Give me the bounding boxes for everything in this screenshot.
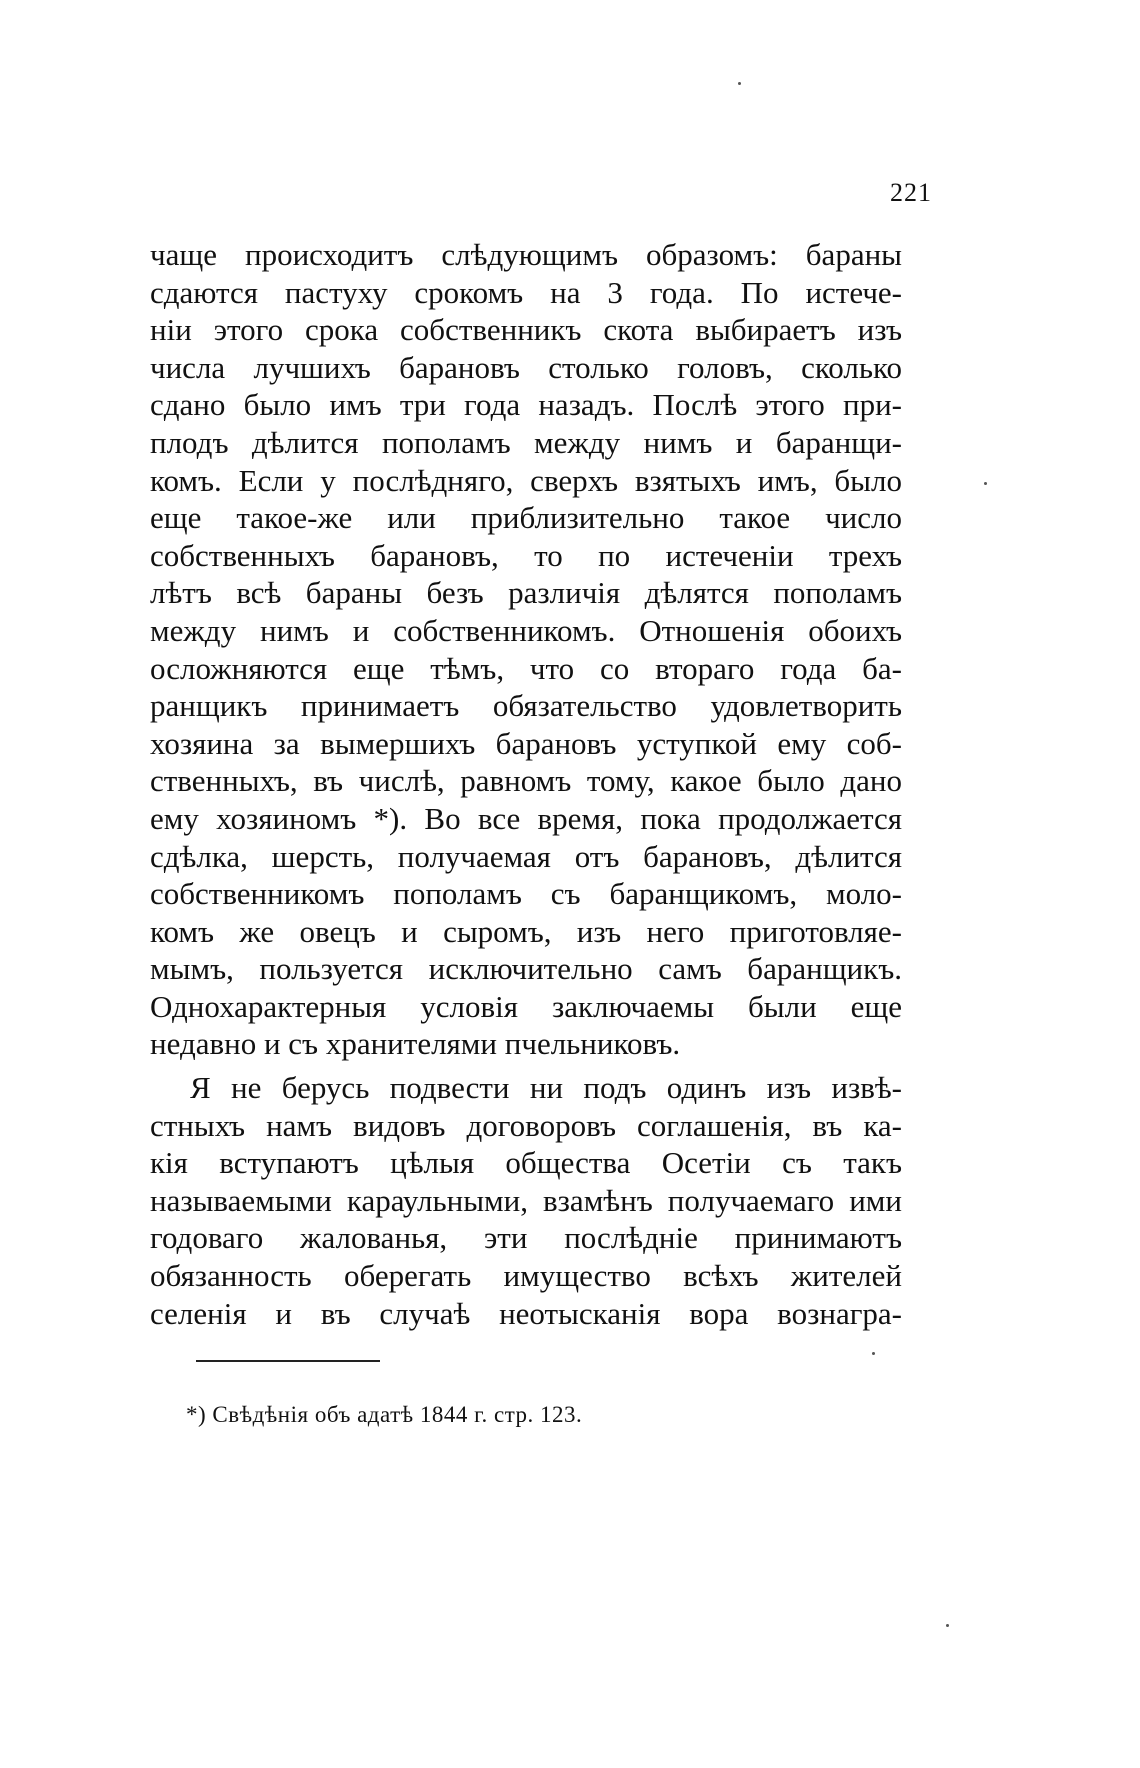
footnote: *) Свѣдѣнiя объ адатѣ 1844 г. стр. 123. (186, 1402, 583, 1427)
text-line: хозяина за вымершихъ барановъ уступкой ему соб- (150, 725, 902, 761)
body-text (150, 236, 902, 1332)
text-line: годоваго жалованья, эти послѣднiе принимаютъ (150, 1220, 902, 1256)
text-line: нiи этого срока собственникъ скота выбираетъ изъ (150, 312, 902, 348)
text-line: кiя вступаютъ цѣлыя общества Осетiи съ такъ (150, 1145, 902, 1181)
text-line: мымъ, пользуется исключительно самъ баранщикъ. (150, 951, 902, 987)
text-line: чаще происходитъ слѣдующимъ образомъ: бараны (150, 237, 902, 272)
paragraph (150, 1069, 902, 1332)
text-line: ему хозяиномъ *). Во все время, пока продолжается (150, 800, 902, 836)
scan-speck (984, 482, 987, 485)
text-line: лѣтъ всѣ бараны безъ различiя дѣлятся пополамъ (150, 575, 902, 611)
text-line: еще такое-же или приблизительно такое число (150, 500, 902, 536)
text-line: собственныхъ барановъ, то по истеченiи трехъ (150, 537, 902, 573)
text-line: числа лучшихъ барановъ столько головъ, сколько (150, 349, 902, 385)
text-line: собственникомъ пополамъ съ баранщикомъ, моло- (150, 876, 902, 912)
text-line: между нимъ и собственникомъ. Отношенiя обоихъ (150, 612, 902, 648)
text-line: комъ же овецъ и сыромъ, изъ него приготовляе- (150, 913, 902, 949)
text-line: Однохарактерныя условiя заключаемы были еще (150, 988, 902, 1024)
text-line: сдѣлка, шерсть, получаемая отъ барановъ, дѣлится (150, 838, 902, 874)
footnote-rule (196, 1360, 380, 1362)
text-line: селенiя и въ случаѣ неотысканiя вора вознагра- (150, 1295, 902, 1331)
scan-speck (872, 1352, 875, 1355)
text-line: стныхъ намъ видовъ договоровъ соглашенiя, въ ка- (150, 1107, 902, 1143)
text-line: сдано было имъ три года назадъ. Послѣ этого при- (150, 387, 902, 423)
text-line: ственныхъ, въ числѣ, равномъ тому, какое было дано (150, 763, 902, 799)
text-line: называемыми караульными, взамѣнъ получаемаго ими (150, 1182, 902, 1218)
scan-speck (738, 82, 741, 85)
text-line: осложняются еще тѣмъ, что со втораго года ба- (150, 650, 902, 686)
text-line: плодъ дѣлится пополамъ между нимъ и баранщи- (150, 424, 902, 460)
text-line: сдаются пастуху срокомъ на 3 года. По истече- (150, 274, 902, 310)
text-line: ранщикъ принимаетъ обязательство удовлетворить (150, 688, 902, 724)
paragraph (150, 236, 902, 1063)
text-line: комъ. Если у послѣдняго, сверхъ взятыхъ имъ, было (150, 462, 902, 498)
text-line: обязанность оберегать имущество всѣхъ жителей (150, 1258, 902, 1294)
page-number: 221 (890, 178, 932, 207)
scan-speck (946, 1624, 949, 1627)
text-line: Я не берусь подвести ни подъ одинъ изъ извѣ- (190, 1070, 902, 1106)
text-line: недавно и съ хранителями пчельниковъ. (150, 1026, 681, 1062)
